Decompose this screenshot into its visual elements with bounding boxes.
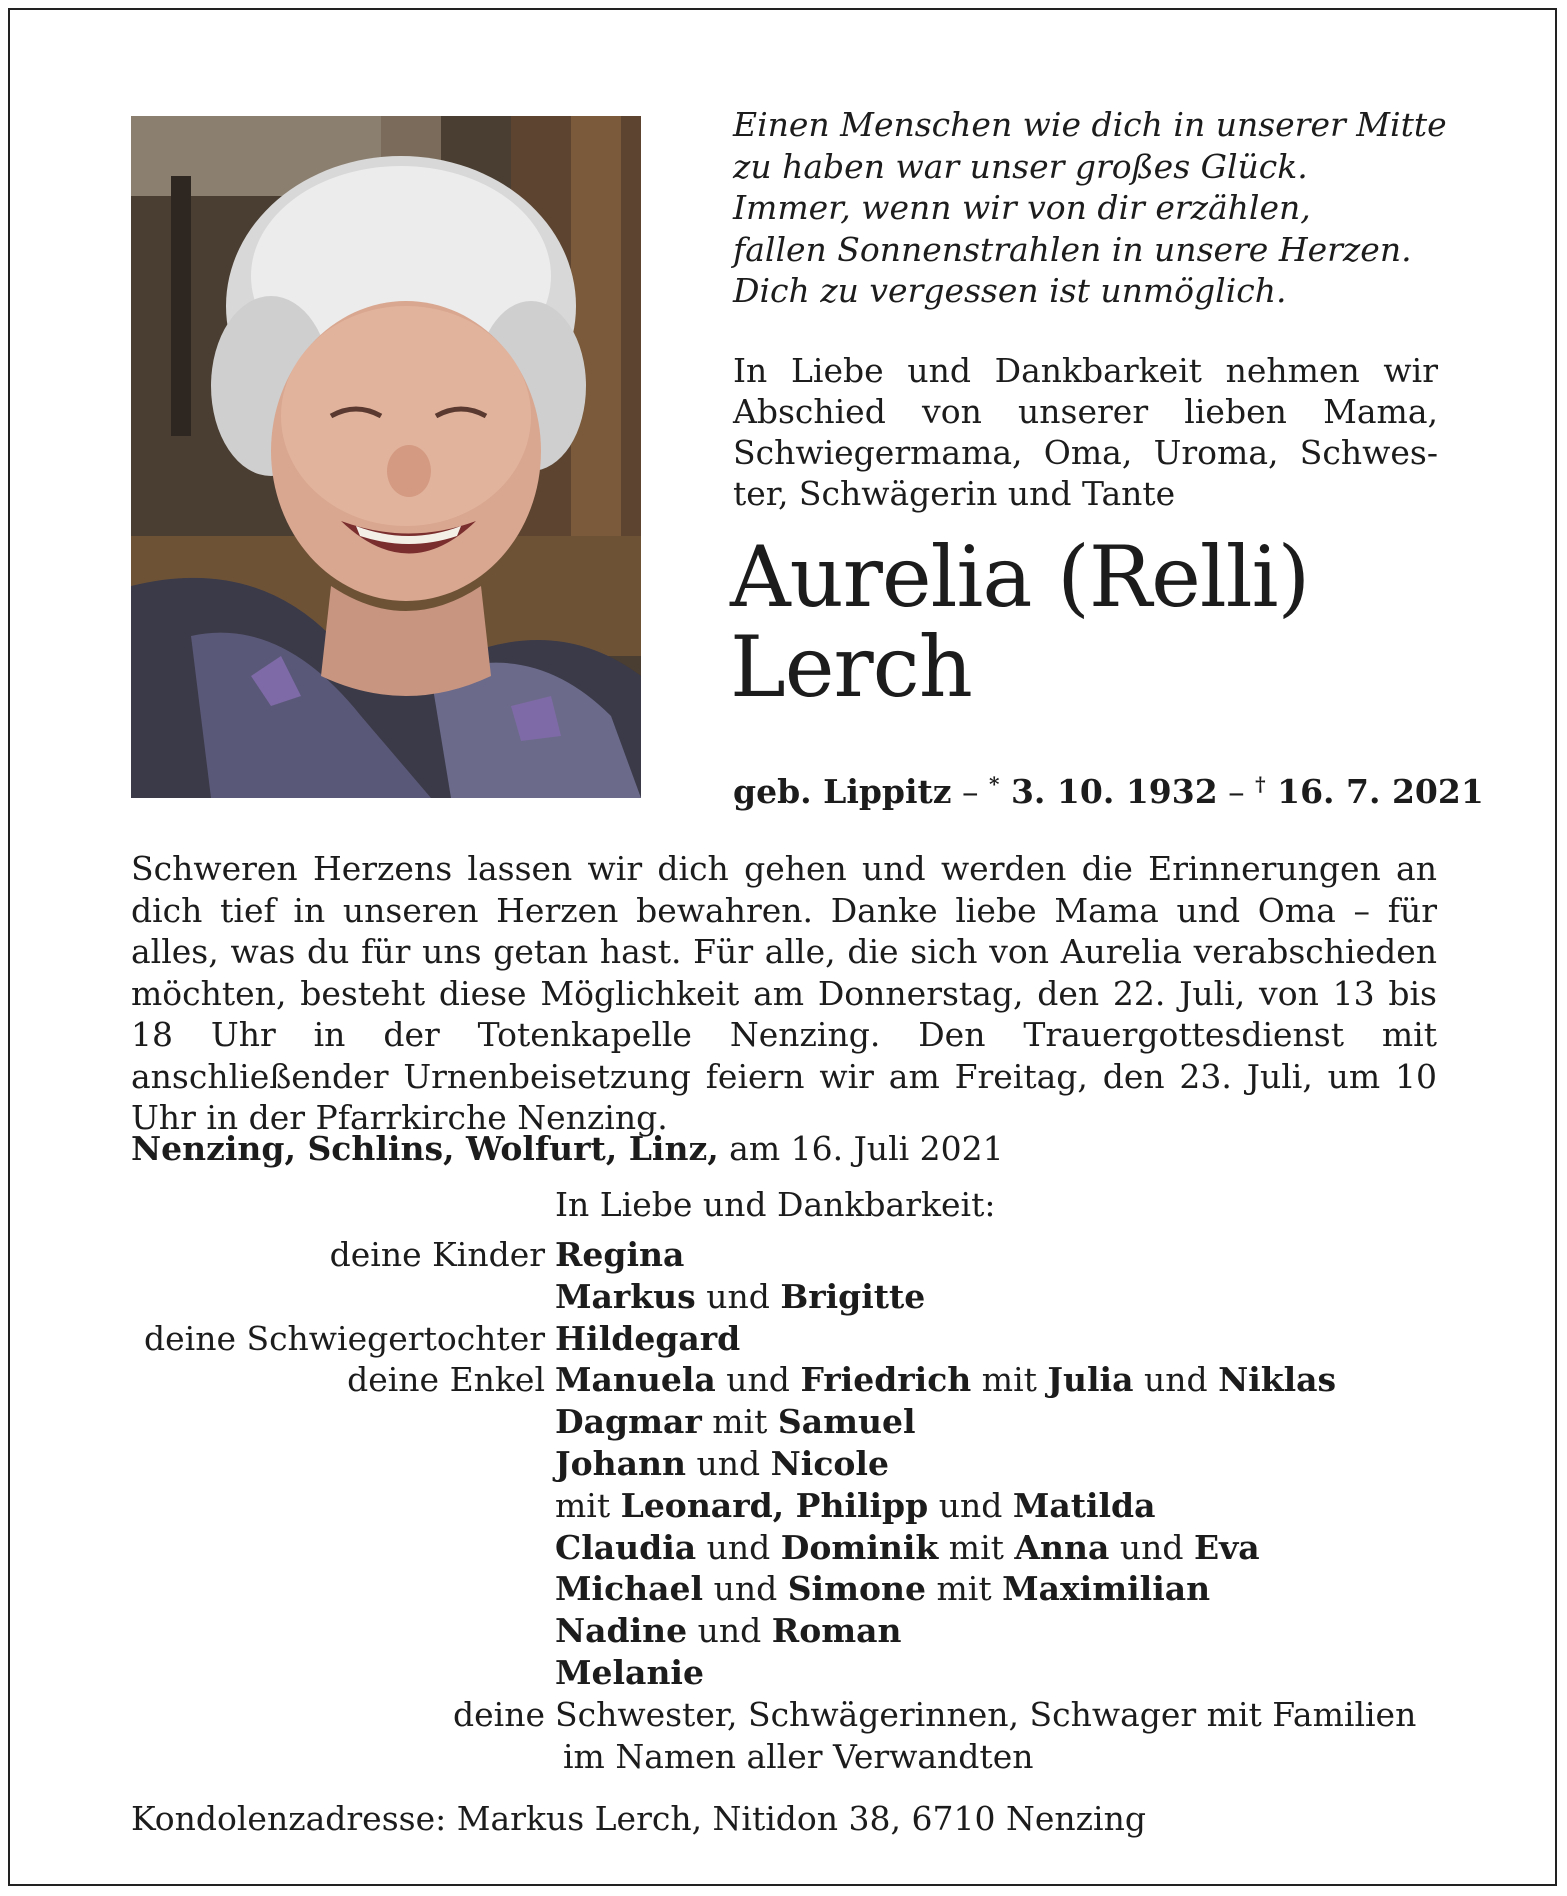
family-name: Samuel [777,1402,916,1442]
intro-text: In Liebe und Dankbarkeit nehmen wir Abschied von unserer lieben Mama, Schwiegermama, Oma, Uroma, Schwester, Schwägerin und Tante [733,351,1438,513]
poem-line: Einen Menschen wie dich in unserer Mitte [733,105,1447,144]
portrait-image [131,116,641,798]
family-row [131,1527,1461,1569]
family-name: Matilda [1012,1485,1156,1525]
family-row [131,1736,1461,1778]
family-row [131,1568,1461,1610]
relation-label: deine Schwiegertochter [143,1318,545,1358]
family-name: Manuela [555,1360,716,1400]
family-row [131,1652,1461,1694]
connector: und [1133,1360,1219,1400]
family-row [131,1318,1461,1360]
death-date: 16. 7. 2021 [1265,772,1484,811]
deceased-name [730,528,1310,716]
relation-label: deine [453,1694,545,1734]
family-name: Dagmar [555,1402,702,1442]
maiden-name: geb. Lippitz [733,772,952,811]
connector: mit [971,1360,1048,1400]
family-list [131,1234,1461,1777]
family-name: Maximilian [1002,1569,1211,1609]
relation-label: deine Kinder [329,1235,545,1274]
connector: und [686,1443,771,1483]
family-name: Michael [555,1569,704,1609]
connector: mit [926,1569,1003,1609]
connector: und [1109,1527,1194,1567]
life-dates [733,772,1484,811]
poem-line: fallen Sonnenstrahlen in unsere Herzen. [733,229,1412,269]
family-name: Eva [1193,1527,1260,1567]
family-row [131,1610,1461,1652]
relation-label: deine Enkel [347,1360,545,1400]
family-name: Melanie [555,1652,704,1692]
family-name: Regina [555,1235,685,1274]
family-name: Nicole [770,1443,889,1483]
notice-date: am 16. Juli 2021 [718,1129,1004,1168]
family-row [131,1694,1461,1736]
family-name: Leonard, Philipp [620,1485,929,1525]
family-name: Simone [787,1569,926,1609]
signoff: In Liebe und Dankbarkeit: [555,1185,996,1224]
family-name: Dominik [780,1527,939,1567]
connector: und [696,1527,781,1567]
connector: und [928,1485,1013,1525]
family-name: Anna [1014,1527,1110,1567]
dash: – [1217,772,1256,811]
relatives-line: im Namen aller Verwandten [563,1736,1034,1776]
poem-line: Immer, wenn wir von dir erzählen, [733,188,1311,227]
poem-line: zu haben war unser großes Glück. [733,146,1308,186]
family-name: Hildegard [555,1318,741,1358]
poem-line: Dich zu vergessen ist unmöglich. [733,271,1287,310]
family-name: Markus [555,1276,696,1316]
family-name: Friedrich [800,1360,972,1400]
body-text: Schweren Herzens lassen wir dich gehen und werden die Erinnerungen an dich tief in unseren Herzen bewahren. Danke liebe Mama und Oma – für alles, was du für uns getan hast. Für alle, die sich von Aurelia verabschieden möchten, besteht diese Möglichkeit am Donnerstag, den 22. Juli, von 13 bis 18 Uhr in der Totenkapelle Nenzing. Den Trauergottesdienst mit anschließender Urnenbeisetzung feiern wir am Freitag, den 23. Juli, um 10 Uhr in der Pfarrkirche Nenzing. [131,849,1437,1137]
obituary-notice [8,8,1557,1886]
name-line-2: Lerch [730,618,972,716]
family-name: Nadine [555,1611,688,1651]
family-name: Niklas [1218,1360,1337,1400]
connector: und [703,1569,788,1609]
family-row [131,1485,1461,1527]
place-date [131,1129,1004,1168]
family-row [131,1401,1461,1443]
family-name: Roman [771,1611,902,1651]
siblings-line: Schwester, Schwägerinnen, Schwager mit Familien [555,1694,1417,1734]
family-row [131,1276,1461,1318]
family-name: Claudia [555,1527,697,1567]
family-row [131,1234,1461,1276]
name-line-1: Aurelia (Relli) [730,528,1310,626]
family-name: Brigitte [780,1276,926,1316]
connector: und [715,1360,801,1400]
condolence-address: Kondolenzadresse: Markus Lerch, Nitidon 38, 6710 Nenzing [131,1799,1146,1838]
dash: – [951,772,990,811]
poem [733,104,1493,312]
connector: mit [701,1402,778,1442]
connector: und [687,1611,772,1651]
family-name: Johann [555,1443,686,1483]
family-row [131,1443,1461,1485]
connector: mit [555,1485,621,1525]
family-row [131,1359,1461,1401]
connector: mit [938,1527,1015,1567]
death-symbol: † [1255,772,1266,796]
towns: Nenzing, Schlins, Wolfurt, Linz, [131,1129,719,1168]
birth-date: 3. 10. 1932 [999,772,1218,811]
family-name: Julia [1047,1360,1134,1400]
birth-symbol: * [989,772,1000,796]
connector: und [695,1276,781,1316]
portrait-photo [131,116,641,798]
